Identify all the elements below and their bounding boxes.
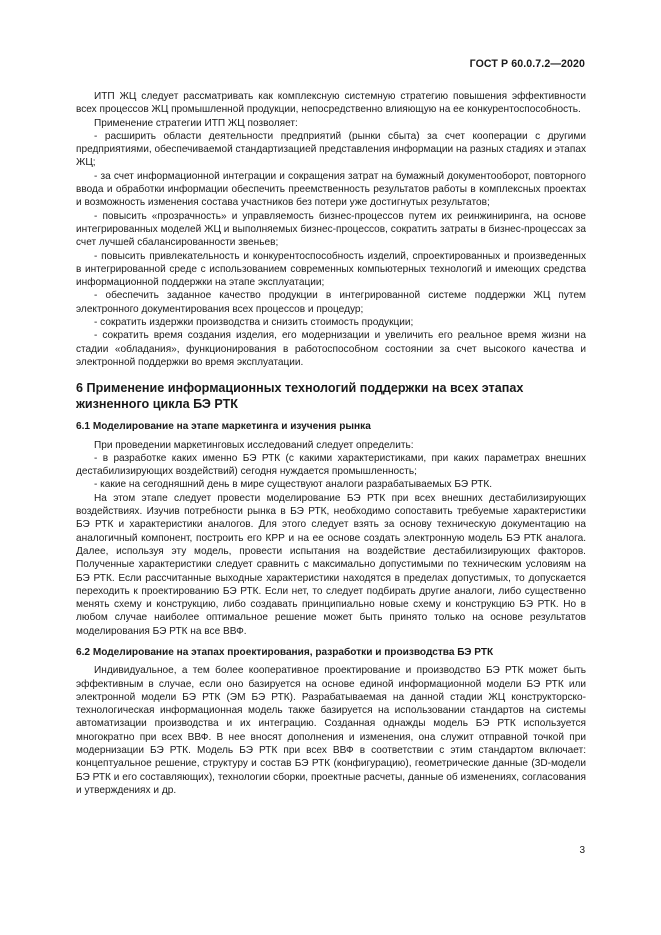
intro-list-item: - обеспечить заданное качество продукции в интегрированной системе поддержки ЖЦ путем электронного документирования всех процессов и процедур; <box>76 290 586 315</box>
intro-paragraph: Применение стратегии ИТП ЖЦ позволяет: <box>94 117 298 129</box>
section-6-1-list-item: - какие на сегодняшний день в мире существуют аналоги разрабатываемых БЭ РТК. <box>94 479 493 491</box>
intro-list-item: - расширить области деятельности предприятий (рынки сбыта) за счет кооперации с другими предприятиями, обеспечиваемой стандартизацией представления информации на разных стадиях и этапах ЖЦ; <box>76 130 586 169</box>
document-header: ГОСТ Р 60.0.7.2—2020 <box>469 58 585 70</box>
intro-list-item: - повысить «прозрачность» и управляемость бизнес-процессов путем их реинжиниринга, на основе интегрированных моделей ЖЦ и выполняемых бизнес-процессов, сократить затраты в бизнес-процессах за счет лучшей сбалансированности звеньев; <box>76 210 586 249</box>
intro-paragraph: ИТП ЖЦ следует рассматривать как комплексную системную стратегию повышения эффективности всех процессов ЖЦ промышленной продукции, непосредственно влияющую на ее конкурентоспособность. <box>76 91 586 116</box>
intro-list-item: - сократить издержки производства и снизить стоимость продукции; <box>94 317 414 329</box>
section-6-1-paragraph: При проведении маркетинговых исследований следует определить: <box>94 439 414 451</box>
page-number: 3 <box>579 845 585 856</box>
section-6-1-paragraph: На этом этапе следует провести моделирование БЭ РТК при всех внешних дестабилизирующих воздействиях. Изучив потребности рынка в БЭ РТК, необходимо сопоставить требуемые характеристики БЭ РТК и характеристики аналогов. Для этого следует взять за основу техническую документацию на аналогичный компонент, построить его КРР и на ее основе создать электронную модель БЭ РТК аналога. Далее, используя эту модель, провести испытания на воздействие дестабилизирующих факторов. Полученные характеристики следует сравнить с максимально допустимыми по техническим условиям на БЭ РТК. Если рассчитанные выходные характеристики находятся в пределах допустимых, то допускается переходить к проектированию БЭ РТК. Если нет, то следует подбирать другие аналоги, либо существенно менять схему и конструкцию, либо создавать принципиально новые схему и конструкцию БЭ РТК. Но в любом случае наиболее оптимальное решение может быть принято только на основе результатов моделирования БЭ РТК на все ВВФ. <box>76 492 586 637</box>
intro-list-item: - за счет информационной интеграции и сокращения затрат на бумажный документооборот, повторного ввода и обработки информации обеспечить преемственность результатов работы в комплексных проектах и возможность изменения состава участников без потери уже достигнутых результатов; <box>76 170 586 209</box>
section-6-1-list-item: - в разработке каких именно БЭ РТК (с какими характеристиками, при каких параметрах внешних дестабилизирующих воздействий) сегодня нуждается промышленность; <box>76 452 586 478</box>
section-6-title: Применение информационных технологий поддержки на всех этапах жизненного цикла БЭ РТК <box>76 381 524 411</box>
document-body <box>76 90 586 797</box>
section-6-1-heading: 6.1 Моделирование на этапе маркетинга и изучения рынка <box>76 421 371 433</box>
section-6-heading <box>76 381 586 412</box>
section-6-2-paragraph: Индивидуальное, а тем более кооперативное проектирование и производство БЭ РТК может быть эффективным в случае, если оно базируется на основе единой информационной модели БЭ РТК или электронной модели БЭ РТК (ЭМ БЭ РТК). Разрабатываемая на данной стадии ЖЦ конструкторско-технологическая информационная модель также базируется на использовании стандартов на системы автоматизации производства и их интеграцию. Созданная однажды модель БЭ РТК используется многократно при всех ВВФ. В нее вносят дополнения и изменения, она служит отправной точкой при модернизации БЭ РТК. Модель БЭ РТК при всех ВВФ в соответствии с этим стандартом включает: концептуальное решение, структуру и состав БЭ РТК (конфигурацию), геометрические данные (3D-модели БЭ РТК и его составляющих), технологии сборки, проектные расчеты, данные об изменениях, согласования и утверждениях и др. <box>76 665 586 796</box>
intro-list-item: - повысить привлекательность и конкурентоспособность изделий, спроектированных и произведенных в интегрированной среде с использованием современных компьютерных технологий и имеющих средства информационной поддержки на этапе эксплуатации; <box>76 250 586 289</box>
section-6-2-heading: 6.2 Моделирование на этапах проектирования, разработки и производства БЭ РТК <box>76 646 494 658</box>
intro-list-item: - сократить время создания изделия, его модернизации и увеличить его реальное время жизни на стадии «обладания», функционирования в работоспособном состоянии за счет высокого качества и электронной поддержки во время эксплуатации. <box>76 330 586 368</box>
section-6-number: 6 <box>76 381 84 396</box>
